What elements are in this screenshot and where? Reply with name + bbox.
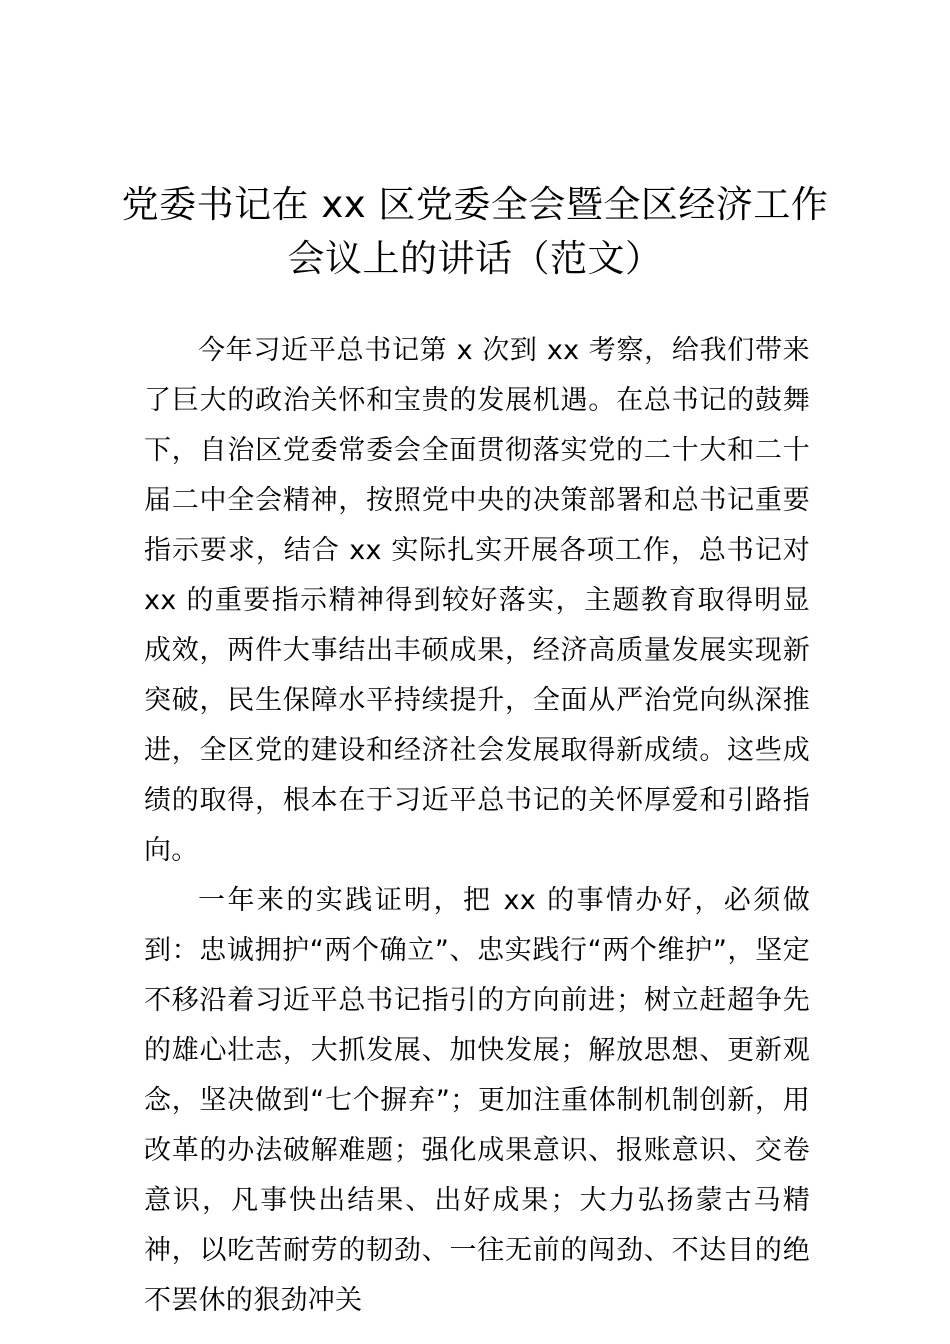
title-line-1: 党委书记在 xx 区党委全会暨全区经济工作	[121, 183, 829, 226]
paragraph-1: 今年习近平总书记第 x 次到 xx 考察，给我们带来了巨大的政治关怀和宝贵的发展机遇。在总书记的鼓舞下，自治区党委常委会全面贯彻落实党的二十大和二十届二中全会精神，按照党中央的决策部署和总书记重要指示要求，结合 xx 实际扎实开展各项工作，总书记对 xx 的重要指示精神得到较好落实，主题教育取得明显成效，两件大事结出丰硕成果，经济高质量发展实现新突破，民生保障水平持续提升，全面从严治党向纵深推进，全区党的建设和经济社会发展取得新成绩。这些成绩的取得，根本在于习近平总书记的关怀厚爱和引路指向。	[144, 335, 810, 866]
document-body	[144, 326, 810, 1326]
paragraph-2: 一年来的实践证明，把 xx 的事情办好，必须做到：忠诚拥护“两个确立”、忠实践行“两个维护”，坚定不移沿着习近平总书记指引的方向前进；树立赶超争先的雄心壮志，大抓发展、加快发展；解放思想、更新观念，坚决做到“七个摒弃”；更加注重体制机制创新，用改革的办法破解难题；强化成果意识、报账意识、交卷意识，凡事快出结果、出好成果；大力弘扬蒙古马精神，以吃苦耐劳的韧劲、一往无前的闯劲、不达目的绝不罢休的狠劲冲关	[144, 885, 810, 1316]
title-line-2: 会议上的讲话（范文）	[287, 237, 663, 280]
document-title	[120, 178, 830, 286]
